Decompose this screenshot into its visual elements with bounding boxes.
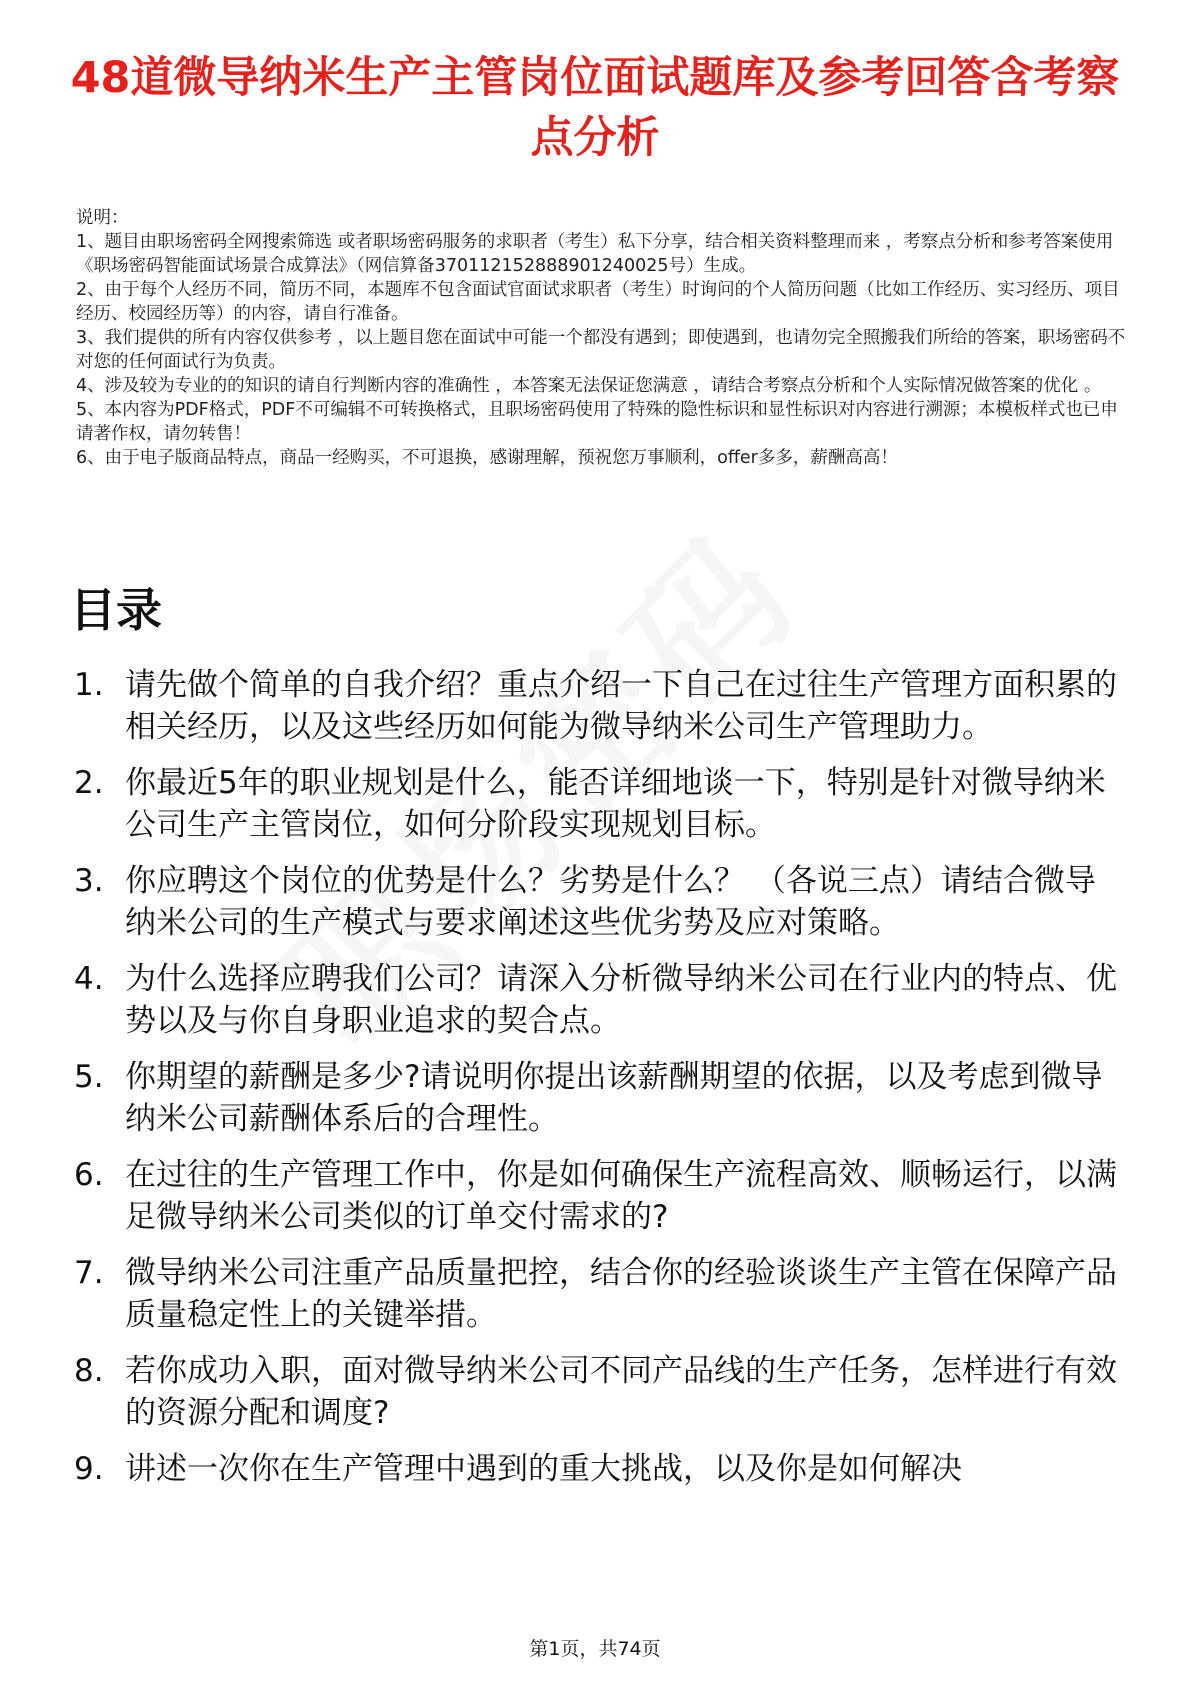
note-item: 4、涉及较为专业的的知识的请自行判断内容的准确性 ，本答案无法保证您满意 ，请结合考察点分析和个人实际情况做答案的优化 。 — [76, 376, 1102, 396]
toc-item-text: 微导纳米公司注重产品质量把控，结合你的经验谈谈生产主管在保障产品质量稳定性上的关键举措。 — [125, 1255, 1117, 1333]
notes-section — [76, 206, 1126, 470]
note-item: 2、由于每个人经历不同，简历不同，本题库不包含面试官面试求职者（考生）时询问的个人简历问题（比如工作经历、实习经历、项目经历、校园经历等）的内容，请自行准备。 — [76, 280, 1120, 324]
page-number: 第1页，共74页 — [529, 1638, 661, 1660]
toc-item[interactable] — [70, 1448, 1120, 1490]
toc-item-text: 在过往的生产管理工作中，你是如何确保生产流程高效、顺畅运行，以满足微导纳米公司类似的订单交付需求的? — [125, 1157, 1117, 1235]
toc-item[interactable] — [70, 1350, 1120, 1434]
toc-heading: 目录 — [70, 583, 162, 637]
toc-item-number: 3. — [74, 863, 104, 899]
note-item: 5、本内容为PDF格式，PDF不可编辑不可转换格式，且职场密码使用了特殊的隐性标识和显性标识对内容进行溯源；本模板样式也已申请著作权，请勿转售！ — [76, 400, 1118, 444]
toc-item[interactable] — [70, 1154, 1120, 1238]
toc-item-number: 4. — [74, 961, 104, 997]
notes-heading: 说明： — [76, 208, 129, 228]
toc-item-text: 为什么选择应聘我们公司？请深入分析微导纳米公司在行业内的特点、优势以及与你自身职业追求的契合点。 — [125, 961, 1117, 1039]
toc-item-text: 若你成功入职，面对微导纳米公司不同产品线的生产任务，怎样进行有效的资源分配和调度? — [125, 1353, 1117, 1431]
toc-item-text: 你期望的薪酬是多少?请说明你提出该薪酬期望的依据，以及考虑到微导纳米公司薪酬体系后的合理性。 — [125, 1059, 1103, 1137]
toc-item-number: 1. — [74, 667, 104, 703]
note-item: 6、由于电子版商品特点，商品一经购买，不可退换，感谢理解，预祝您万事顺利，offer多多，薪酬高高！ — [76, 448, 898, 468]
toc-item[interactable] — [70, 860, 1120, 944]
toc-item-number: 2. — [74, 765, 104, 801]
toc-item[interactable] — [70, 1252, 1120, 1336]
toc-item[interactable] — [70, 1056, 1120, 1140]
toc-item-number: 7. — [74, 1255, 104, 1291]
toc-item[interactable] — [70, 762, 1120, 846]
toc-list — [70, 664, 1120, 1504]
document-title: 48道微导纳米生产主管岗位面试题库及参考回答含考察点分析 — [70, 53, 1120, 163]
toc-item-number: 5. — [74, 1059, 104, 1095]
toc-item-text: 讲述一次你在生产管理中遇到的重大挑战，以及你是如何解决 — [125, 1451, 962, 1487]
toc-item[interactable] — [70, 664, 1120, 748]
toc-item[interactable] — [70, 958, 1120, 1042]
toc-item-text: 请先做个简单的自我介绍？重点介绍一下自己在过往生产管理方面积累的相关经历，以及这些经历如何能为微导纳米公司生产管理助力。 — [125, 667, 1117, 745]
toc-item-number: 9. — [74, 1451, 104, 1487]
toc-item-text: 你应聘这个岗位的优势是什么？劣势是什么？ （各说三点）请结合微导纳米公司的生产模式与要求阐述这些优劣势及应对策略。 — [125, 863, 1096, 941]
toc-item-number: 6. — [74, 1157, 104, 1193]
toc-item-text: 你最近5年的职业规划是什么，能否详细地谈一下，特别是针对微导纳米公司生产主管岗位，如何分阶段实现规划目标。 — [125, 765, 1106, 843]
toc-item-number: 8. — [74, 1353, 104, 1389]
note-item: 1、题目由职场密码全网搜索筛选 或者职场密码服务的求职者（考生）私下分享，结合相关资料整理而来 ，考察点分析和参考答案使用《职场密码智能面试场景合成算法》（网信算备370112152888901240025号）生成。 — [76, 232, 1114, 276]
note-item: 3、我们提供的所有内容仅供参考 ，以上题目您在面试中可能一个都没有遇到；即使遇到，也请勿完全照搬我们所给的答案，职场密码不对您的任何面试行为负责。 — [76, 328, 1126, 372]
